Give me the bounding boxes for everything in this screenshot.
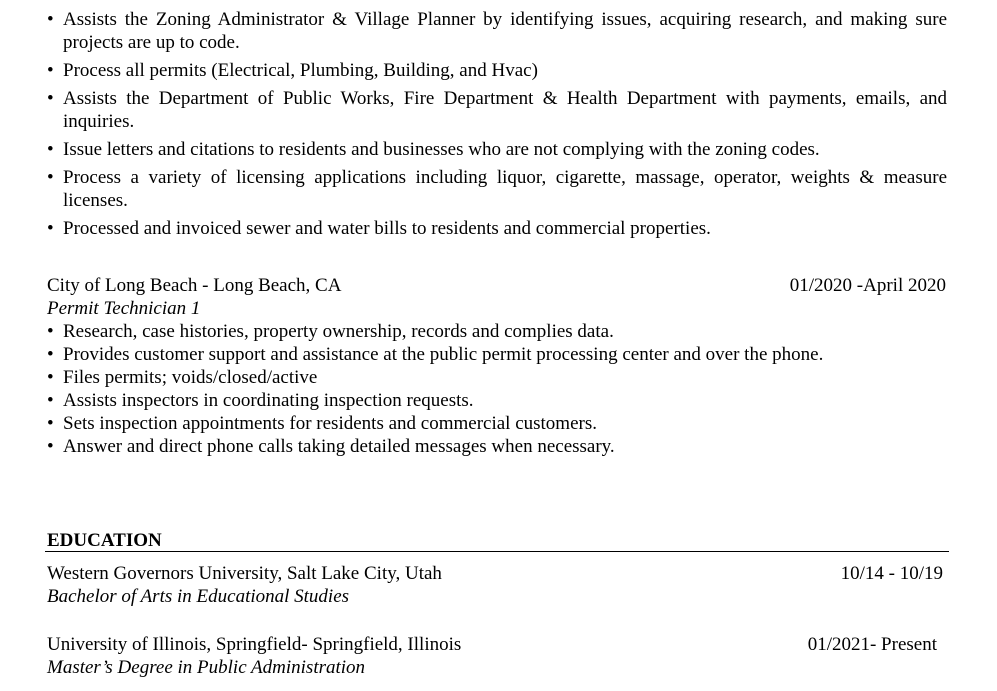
education-dates: 10/14 - 10/19 [840, 563, 943, 584]
duty-text: Issue letters and citations to residents and businesses who are not complying with the zoning codes. [63, 139, 820, 160]
duty-text: Processed and invoiced sewer and water bills to residents and commercial properties. [63, 218, 711, 239]
bullet-icon: • [47, 218, 54, 239]
list-item [47, 166, 947, 212]
job-2-header [47, 274, 946, 320]
job-title: Permit Technician 1 [47, 298, 201, 319]
duty-text: Files permits; voids/closed/active [63, 367, 318, 388]
bullet-icon: • [47, 367, 54, 388]
bullet-icon: • [47, 390, 54, 411]
bullet-icon: • [47, 60, 54, 81]
bullet-icon: • [47, 321, 54, 342]
degree-name: Bachelor of Arts in Educational Studies [47, 586, 350, 607]
duty-text: Sets inspection appointments for residents and commercial customers. [63, 413, 597, 434]
degree-name: Master’s Degree in Public Administration [47, 657, 366, 678]
list-item [47, 59, 947, 82]
bullet-icon: • [47, 9, 54, 30]
education-entry [47, 562, 943, 608]
education-dates: 01/2021- Present [807, 634, 937, 655]
section-divider [45, 551, 949, 552]
bullet-icon: • [47, 139, 54, 160]
bullet-icon: • [47, 436, 54, 457]
education-entry [47, 633, 937, 679]
job-2-duties-list [47, 320, 947, 458]
employment-dates: 01/2020 -April 2020 [789, 275, 946, 296]
duty-text: Process all permits (Electrical, Plumbing, Building, and Hvac) [63, 60, 538, 81]
list-item [47, 389, 947, 412]
bullet-icon: • [47, 167, 54, 188]
bullet-icon: • [47, 88, 54, 109]
duty-text: Process a variety of licensing applications including liquor, cigarette, massage, operator, weights & measure licenses. [63, 167, 947, 211]
duty-text: Answer and direct phone calls taking detailed messages when necessary. [63, 436, 615, 457]
school-name: University of Illinois, Springfield- Springfield, Illinois [47, 634, 462, 655]
list-item [47, 343, 947, 366]
bullet-icon: • [47, 344, 54, 365]
list-item [47, 412, 947, 435]
duty-text: Provides customer support and assistance at the public permit processing center and over the phone. [63, 344, 824, 365]
duty-text: Research, case histories, property ownership, records and complies data. [63, 321, 614, 342]
list-item [47, 87, 947, 133]
bullet-icon: • [47, 413, 54, 434]
list-item [47, 320, 947, 343]
education-heading: EDUCATION [47, 530, 162, 551]
list-item [47, 366, 947, 389]
duty-text: Assists inspectors in coordinating inspection requests. [63, 390, 474, 411]
list-item [47, 8, 947, 54]
duty-text: Assists the Zoning Administrator & Village Planner by identifying issues, acquiring research, and making sure projects are up to code. [63, 9, 947, 53]
list-item [47, 138, 947, 161]
school-name: Western Governors University, Salt Lake City, Utah [47, 563, 442, 584]
duty-text: Assists the Department of Public Works, Fire Department & Health Department with payments, emails, and inquiries. [63, 88, 947, 132]
list-item [47, 217, 947, 240]
list-item [47, 435, 947, 458]
job-1-duties-list [47, 8, 947, 245]
employer-name: City of Long Beach - Long Beach, CA [47, 275, 342, 296]
